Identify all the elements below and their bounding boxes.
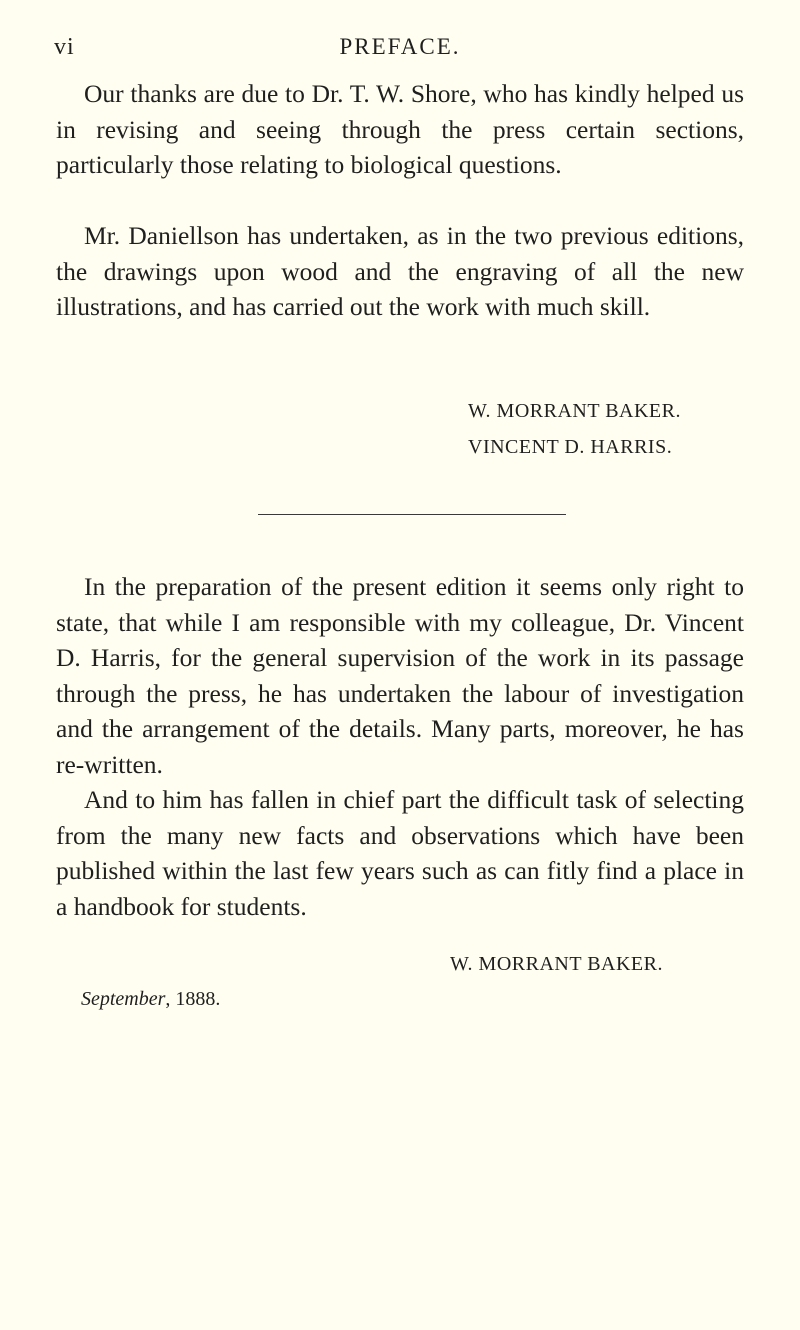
running-title: PREFACE. [339, 34, 461, 59]
date-month: September [81, 988, 166, 1010]
page-number: vi [54, 34, 75, 60]
paragraph-illustrations [56, 218, 744, 325]
paragraph-selection [56, 782, 744, 924]
paragraph-illustrations-text: Mr. Daniellson has undertaken, as in the two previous editions, the drawings upon wood and the engraving of all the new illustrations, and has carried out the work with much skill. [56, 221, 744, 321]
signature-baker-final: W. MORRANT BAKER. [450, 953, 663, 975]
section-divider [258, 514, 566, 515]
signature-harris: VINCENT D. HARRIS. [468, 436, 673, 458]
signature-baker: W. MORRANT BAKER. [468, 400, 681, 422]
paragraph-thanks-text: Our thanks are due to Dr. T. W. Shore, who has kindly helped us in revising and seeing through the press certain sections, particularly those relating to biological questions. [56, 79, 744, 179]
page-header [54, 34, 746, 68]
paragraph-preparation [56, 569, 744, 782]
paragraph-thanks [56, 76, 744, 183]
date-year: , 1888. [165, 988, 221, 1010]
paragraph-preparation-text: In the preparation of the present edition it seems only right to state, that while I am responsible with my colleague, Dr. Vincent D. Harris, for the general supervision of the work in its passage through the press, he has undertaken the labour of investigation and the arrangement of the details. Many parts, moreover, he has re-written. [56, 572, 744, 779]
paragraph-selection-text: And to him has fallen in chief part the difficult task of selecting from the many new facts and observations which have been published within the last few years such as can fitly find a place in a handbook for students. [56, 785, 744, 921]
preface-date [81, 988, 220, 1011]
